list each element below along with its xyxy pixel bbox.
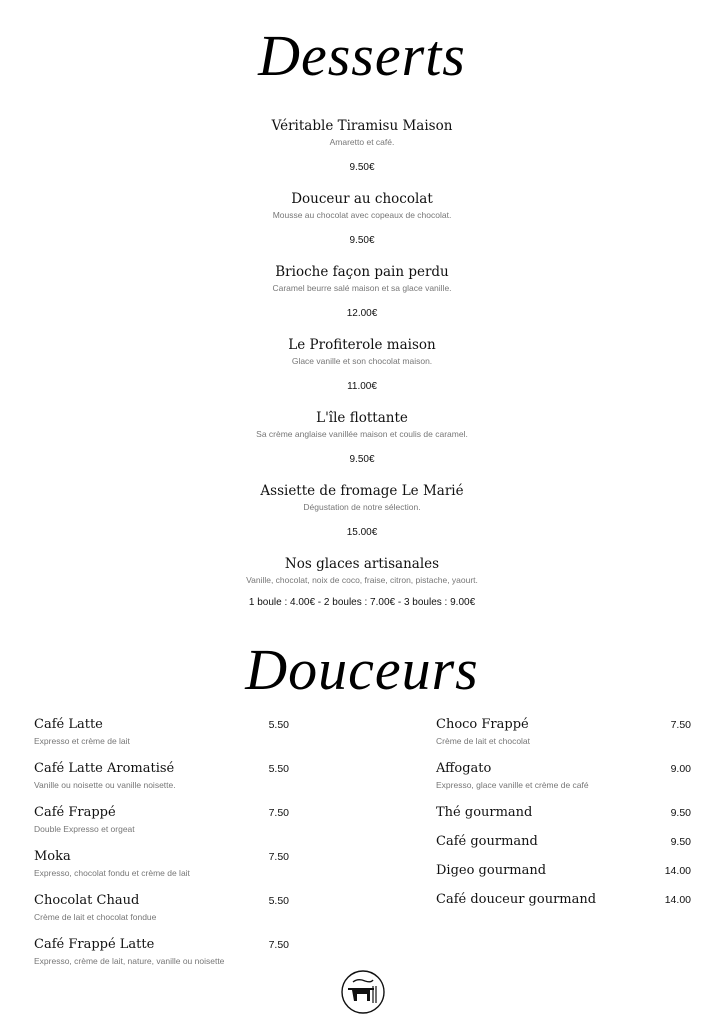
glaces-prices: 1 boule : 4.00€ - 2 boules : 7.00€ - 3 boules : 9.00€ <box>248 597 476 608</box>
drink-description: Vanille ou noisette ou vanille noisette. <box>34 780 176 790</box>
drink-item <box>34 934 289 978</box>
drink-description: Expresso, crème de lait, nature, vanille ou noisette <box>34 956 225 966</box>
drink-item <box>34 758 289 802</box>
dessert-price: 11.00€ <box>347 381 377 392</box>
glaces-description: Vanille, chocolat, noix de coco, fraise, citron, pistache, yaourt. <box>246 575 478 585</box>
dessert-price: 15.00€ <box>346 527 378 538</box>
drink-item <box>436 714 691 758</box>
drink-price: 7.50 <box>670 719 691 731</box>
drink-price: 9.00 <box>670 763 691 775</box>
drink-price: 7.50 <box>268 807 289 819</box>
drink-price: 14.00 <box>664 865 691 877</box>
drink-name: Café Latte Aromatisé <box>34 761 175 776</box>
dessert-name: Le Profiterole maison <box>288 337 436 353</box>
dessert-description: Caramel beurre salé maison et sa glace vanille. <box>272 283 452 293</box>
drink-price: 5.50 <box>268 719 289 731</box>
dessert-item <box>0 408 724 481</box>
dessert-name: Brioche façon pain perdu <box>275 264 449 280</box>
dessert-price: 9.50€ <box>349 162 375 173</box>
dessert-name: Douceur au chocolat <box>291 191 433 207</box>
drink-name: Chocolat Chaud <box>34 893 140 908</box>
drink-name: Thé gourmand <box>436 805 533 820</box>
dessert-description: Sa crème anglaise vanillée maison et coulis de caramel. <box>256 429 468 439</box>
drink-item <box>436 860 691 889</box>
drink-name: Café gourmand <box>436 834 538 849</box>
desserts-title: Desserts <box>258 23 466 88</box>
drink-price: 9.50 <box>670 807 691 819</box>
dessert-item <box>0 262 724 335</box>
drink-name: Affogato <box>436 761 492 776</box>
dessert-description: Glace vanille et son chocolat maison. <box>291 356 433 366</box>
dessert-item <box>0 116 724 189</box>
drink-price: 9.50 <box>670 836 691 848</box>
dessert-description: Dégustation de notre sélection. <box>303 502 421 512</box>
drink-item <box>436 802 691 831</box>
drink-item <box>34 846 289 890</box>
douceurs-left-column <box>34 714 289 978</box>
drink-name: Café Latte <box>34 717 103 732</box>
drink-price: 5.50 <box>268 895 289 907</box>
drink-price: 14.00 <box>664 894 691 906</box>
dessert-price: 9.50€ <box>349 454 375 465</box>
drink-description: Double Expresso et orgeat <box>34 824 135 834</box>
dessert-item <box>0 189 724 262</box>
drink-description: Crème de lait et chocolat <box>436 736 531 746</box>
dessert-name: Véritable Tiramisu Maison <box>271 118 453 134</box>
restaurant-logo-icon <box>340 969 386 1015</box>
drink-price: 7.50 <box>268 939 289 951</box>
drink-name: Café Frappé <box>34 805 116 820</box>
drink-name: Moka <box>34 849 71 864</box>
dessert-name: Assiette de fromage Le Marié <box>260 483 464 499</box>
drink-name: Digeo gourmand <box>436 863 547 878</box>
drink-description: Expresso, glace vanille et crème de café <box>436 780 589 790</box>
dessert-description: Amaretto et café. <box>329 137 395 147</box>
dessert-price: 12.00€ <box>346 308 378 319</box>
drink-description: Expresso et crème de lait <box>34 736 130 746</box>
drink-description: Crème de lait et chocolat fondue <box>34 912 157 922</box>
drink-description: Expresso, chocolat fondu et crème de lait <box>34 868 190 878</box>
drink-name: Café Frappé Latte <box>34 937 155 952</box>
drink-price: 5.50 <box>268 763 289 775</box>
drink-item <box>436 889 691 918</box>
dessert-name: L'île flottante <box>316 410 408 426</box>
dessert-item <box>0 335 724 408</box>
douceurs-title: Douceurs <box>245 637 479 702</box>
drink-item <box>436 831 691 860</box>
douceurs-right-column <box>436 714 691 918</box>
dessert-description: Mousse au chocolat avec copeaux de chocolat. <box>272 210 452 220</box>
drink-item <box>34 890 289 934</box>
dessert-item <box>0 481 724 554</box>
desserts-section <box>0 116 724 627</box>
drink-item <box>34 714 289 758</box>
drink-price: 7.50 <box>268 851 289 863</box>
glaces-name: Nos glaces artisanales <box>284 556 440 572</box>
drink-name: Choco Frappé <box>436 717 529 732</box>
drink-item <box>436 758 691 802</box>
drink-item <box>34 802 289 846</box>
drink-name: Café douceur gourmand <box>436 892 597 907</box>
glaces-item <box>0 554 724 627</box>
dessert-price: 9.50€ <box>349 235 375 246</box>
